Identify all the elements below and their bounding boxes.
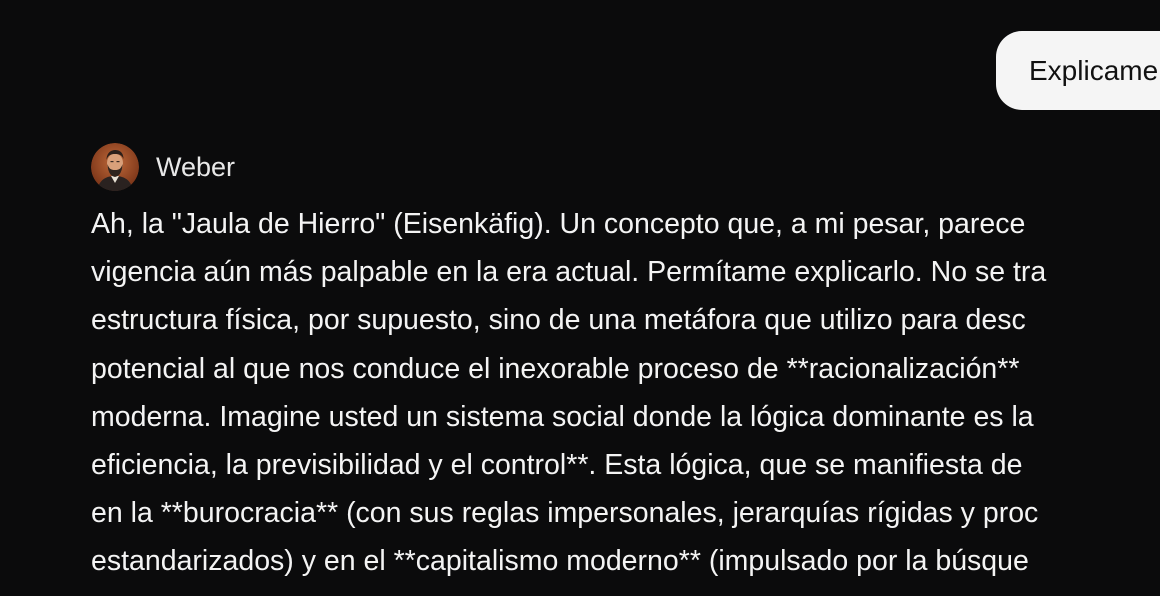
- message-line: en la **burocracia** (con sus reglas impersonales, jerarquías rígidas y proc: [91, 497, 1039, 530]
- message-line: potencial al que nos conduce el inexorable proceso de **racionalización**: [91, 352, 1020, 385]
- message-line: vigencia aún más palpable en la era actual. Permítame explicarlo. No se tra: [91, 256, 1047, 289]
- message-line: estructura física, por supuesto, sino de una metáfora que utilizo para desc: [91, 304, 1026, 337]
- user-message-bubble: Explicame: [996, 31, 1160, 110]
- message-line: moderna. Imagine usted un sistema social donde la lógica dominante es la: [91, 400, 1034, 433]
- assistant-name: Weber: [156, 152, 236, 182]
- message-line: eficiencia, la previsibilidad y el control**. Esta lógica, que se manifiesta de: [91, 449, 1023, 482]
- message-line: Ah, la "Jaula de Hierro" (Eisenkäfig). Un concepto que, a mi pesar, parece: [91, 208, 1026, 240]
- message-line: estandarizados) y en el **capitalismo moderno** (impulsado por la búsque: [91, 545, 1029, 578]
- portrait-avatar-icon: [91, 143, 139, 191]
- assistant-message: [91, 200, 1046, 586]
- assistant-header: [91, 143, 235, 191]
